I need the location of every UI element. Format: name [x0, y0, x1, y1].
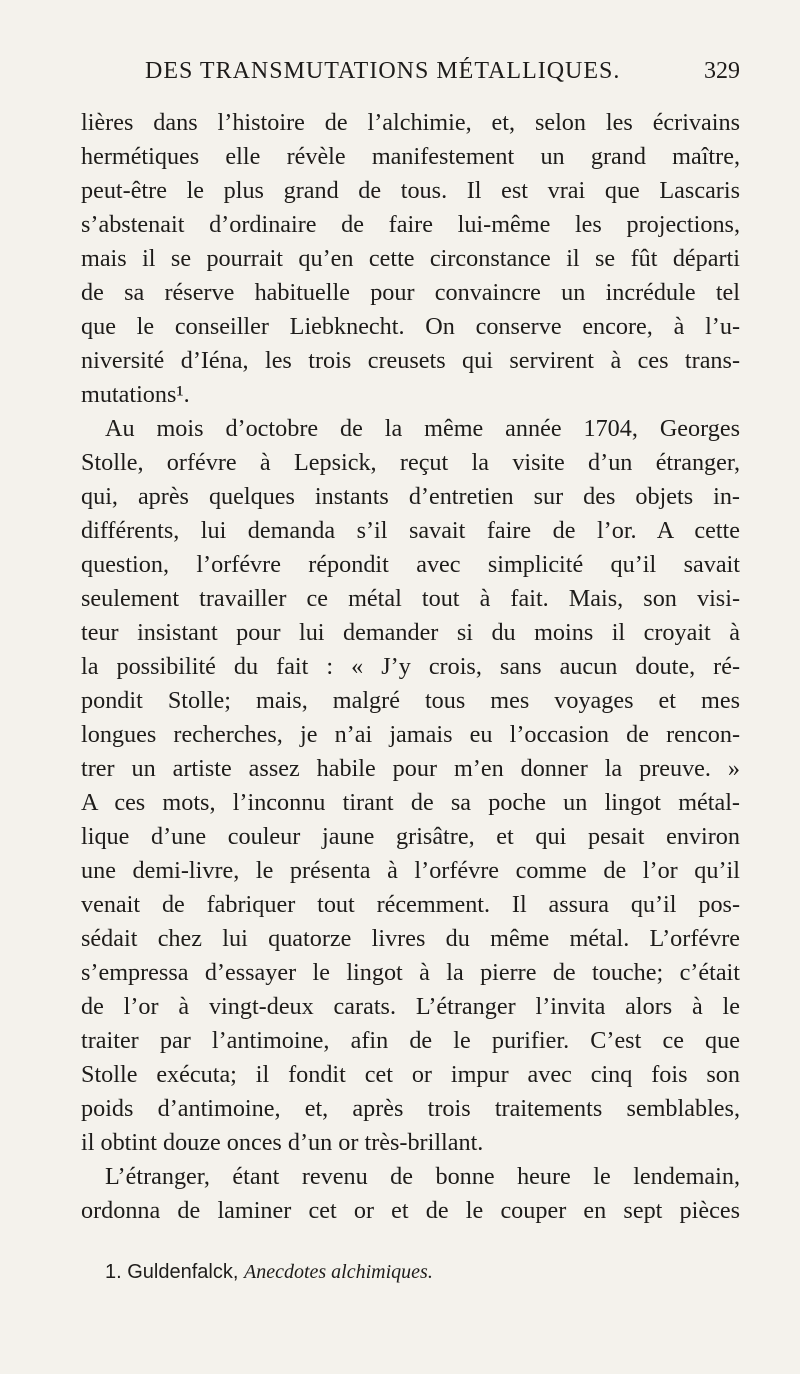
text-line: lières dans l’histoire de l’alchimie, et, selon les écrivains — [81, 109, 740, 136]
running-title: DES TRANSMUTATIONS MÉTALLIQUES. — [145, 58, 621, 84]
text-line: de sa réserve habituelle pour convaincre un incrédule tel — [81, 279, 740, 306]
text-line: trer un artiste assez habile pour m’en donner la preuve. » — [81, 755, 740, 782]
text-line: Stolle, orfévre à Lepsick, reçut la visite d’un étranger, — [81, 449, 740, 476]
text-line: longues recherches, je n’ai jamais eu l’occasion de rencon- — [81, 721, 740, 748]
text-line: poids d’antimoine, et, après trois traitements semblables, — [81, 1095, 740, 1122]
text-line: s’abstenait d’ordinaire de faire lui-même les projections, — [81, 211, 740, 238]
footnote-work-title: Anecdotes alchimiques. — [243, 1261, 433, 1283]
footnote-author: Guldenfalck, — [127, 1261, 239, 1283]
text-line: la possibilité du fait : « J’y crois, sans aucun doute, ré- — [81, 653, 740, 680]
text-line: venait de fabriquer tout récemment. Il assura qu’il pos- — [81, 891, 740, 918]
text-line: différents, lui demanda s’il savait faire de l’or. A cette — [81, 517, 740, 544]
text-line: Au mois d’octobre de la même année 1704, Georges — [105, 415, 740, 442]
text-line: teur insistant pour lui demander si du moins il croyait à — [81, 619, 740, 646]
text-line: seulement travailler ce métal tout à fait. Mais, son visi- — [81, 585, 740, 612]
text-line: peut-être le plus grand de tous. Il est vrai que Lascaris — [81, 177, 740, 204]
text-line: mais il se pourrait qu’en cette circonstance il se fût départi — [81, 245, 740, 272]
page-number: 329 — [704, 58, 740, 84]
footnote — [105, 1259, 735, 1285]
body-text — [81, 106, 740, 1228]
text-line: niversité d’Iéna, les trois creusets qui servirent à ces trans- — [81, 347, 740, 374]
text-line: sédait chez lui quatorze livres du même métal. L’orfévre — [81, 925, 740, 952]
text-line: hermétiques elle révèle manifestement un grand maître, — [81, 143, 740, 170]
text-line: que le conseiller Liebknecht. On conserve encore, à l’u- — [81, 313, 740, 340]
text-line: s’empressa d’essayer le lingot à la pierre de touche; c’était — [81, 959, 740, 986]
text-line: pondit Stolle; mais, malgré tous mes voyages et mes — [81, 687, 740, 714]
text-line: de l’or à vingt-deux carats. L’étranger l’invita alors à le — [81, 993, 740, 1020]
text-line: une demi-livre, le présenta à l’orfévre comme de l’or qu’il — [81, 857, 740, 884]
footnote-marker: 1. — [105, 1261, 122, 1283]
text-line: lique d’une couleur jaune grisâtre, et qui pesait environ — [81, 823, 740, 850]
text-line: mutations¹. — [81, 381, 190, 408]
page-header — [120, 58, 740, 98]
text-line: il obtint douze onces d’un or très-brillant. — [81, 1129, 484, 1156]
text-line: qui, après quelques instants d’entretien sur des objets in- — [81, 483, 740, 510]
text-line: question, l’orfévre répondit avec simplicité qu’il savait — [81, 551, 740, 578]
text-line: Stolle exécuta; il fondit cet or impur avec cinq fois son — [81, 1061, 740, 1088]
text-line: A ces mots, l’inconnu tirant de sa poche un lingot métal- — [81, 789, 740, 816]
text-line: traiter par l’antimoine, afin de le purifier. C’est ce que — [81, 1027, 740, 1054]
text-line: L’étranger, étant revenu de bonne heure le lendemain, — [105, 1163, 740, 1190]
text-line: ordonna de laminer cet or et de le couper en sept pièces — [81, 1197, 740, 1224]
